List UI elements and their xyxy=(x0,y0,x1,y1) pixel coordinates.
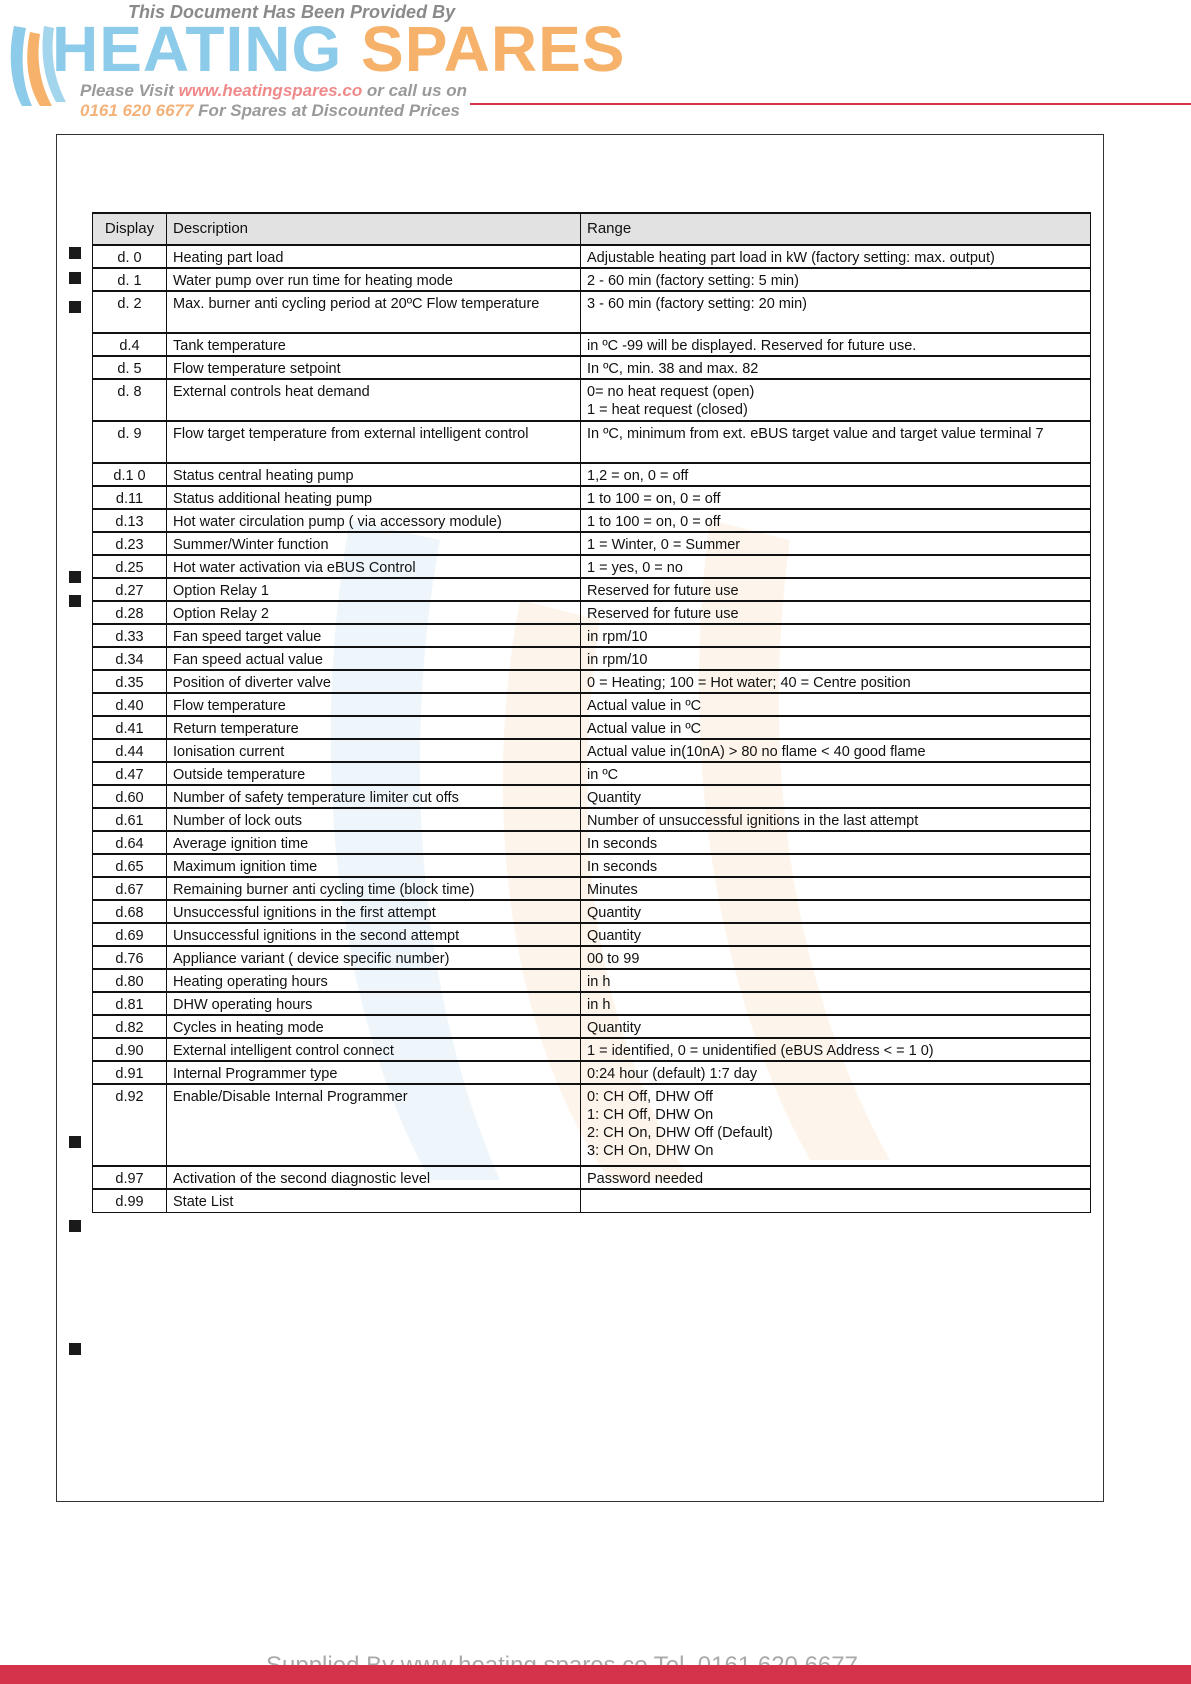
cell-range xyxy=(581,854,1091,877)
cell-range xyxy=(581,808,1091,831)
marker-square xyxy=(69,247,81,259)
cell-range xyxy=(581,555,1091,578)
range-line: Quantity xyxy=(587,905,641,921)
cell-range xyxy=(581,379,1091,421)
table-row xyxy=(93,578,1091,601)
cell-description: Hot water activation via eBUS Control xyxy=(167,555,581,578)
range-line: Reserved for future use xyxy=(587,583,739,599)
cell-range xyxy=(581,877,1091,900)
cell-range xyxy=(581,716,1091,739)
range-line: 0= no heat request (open) xyxy=(587,384,755,400)
table-row xyxy=(93,923,1091,946)
cell-description: Unsuccessful ignitions in the first attempt xyxy=(167,900,581,923)
cell-display-code: d.99 xyxy=(93,1189,167,1212)
cell-display-code: d.35 xyxy=(93,670,167,693)
cell-range xyxy=(581,578,1091,601)
table-row xyxy=(93,946,1091,969)
cell-range xyxy=(581,601,1091,624)
cell-display-code: d.67 xyxy=(93,877,167,900)
cell-description: Flow target temperature from external intelligent control xyxy=(167,421,581,463)
table-row xyxy=(93,992,1091,1015)
table-row xyxy=(93,379,1091,421)
cell-range xyxy=(581,969,1091,992)
range-line: 0 = Heating; 100 = Hot water; 40 = Centre position xyxy=(587,675,911,691)
header-description: Description xyxy=(167,213,581,245)
cell-range xyxy=(581,463,1091,486)
marker-square xyxy=(69,301,81,313)
cell-display-code: d.47 xyxy=(93,762,167,785)
cell-display-code: d.76 xyxy=(93,946,167,969)
table-row xyxy=(93,486,1091,509)
table-row xyxy=(93,1061,1091,1084)
cell-display-code: d.27 xyxy=(93,578,167,601)
cell-display-code: d.25 xyxy=(93,555,167,578)
table-row xyxy=(93,808,1091,831)
cell-description: Heating operating hours xyxy=(167,969,581,992)
table-row xyxy=(93,245,1091,268)
cell-display-code: d.28 xyxy=(93,601,167,624)
table-row xyxy=(93,1038,1091,1061)
marker-square xyxy=(69,1220,81,1232)
table-row xyxy=(93,670,1091,693)
range-line: In ºC, min. 38 and max. 82 xyxy=(587,361,759,377)
table-row xyxy=(93,555,1091,578)
cell-range xyxy=(581,291,1091,333)
marker-square xyxy=(69,272,81,284)
table-body xyxy=(93,245,1091,1212)
cell-description: Unsuccessful ignitions in the second attempt xyxy=(167,923,581,946)
range-line: in ºC xyxy=(587,767,619,783)
cell-range xyxy=(581,1061,1091,1084)
visit-suffix: or call us on xyxy=(362,81,468,100)
range-line: Reserved for future use xyxy=(587,606,739,622)
cell-range xyxy=(581,670,1091,693)
cell-description: Option Relay 1 xyxy=(167,578,581,601)
cell-range xyxy=(581,831,1091,854)
cell-description: Option Relay 2 xyxy=(167,601,581,624)
cell-description: Fan speed target value xyxy=(167,624,581,647)
cell-display-code: d.60 xyxy=(93,785,167,808)
cell-range xyxy=(581,739,1091,762)
cell-display-code: d.40 xyxy=(93,693,167,716)
cell-display-code: d.80 xyxy=(93,969,167,992)
cell-description: Hot water circulation pump ( via accessory module) xyxy=(167,509,581,532)
cell-description: External controls heat demand xyxy=(167,379,581,421)
table-row xyxy=(93,877,1091,900)
cell-display-code: d. 2 xyxy=(93,291,167,333)
brand-word-spares: SPARES xyxy=(361,13,626,85)
table-row xyxy=(93,647,1091,670)
cell-display-code: d.23 xyxy=(93,532,167,555)
cell-description: Position of diverter valve xyxy=(167,670,581,693)
table-row xyxy=(93,291,1091,333)
cell-range xyxy=(581,356,1091,379)
range-line: 1: CH Off, DHW On xyxy=(587,1107,714,1123)
range-line: In seconds xyxy=(587,859,658,875)
cell-range xyxy=(581,486,1091,509)
table-row xyxy=(93,532,1091,555)
header-display: Display xyxy=(93,213,167,245)
table-row xyxy=(93,900,1091,923)
cell-range xyxy=(581,509,1091,532)
cell-description: Flow temperature setpoint xyxy=(167,356,581,379)
cell-description: Heating part load xyxy=(167,245,581,268)
cell-range xyxy=(581,532,1091,555)
cell-display-code: d. 8 xyxy=(93,379,167,421)
cell-description: Internal Programmer type xyxy=(167,1061,581,1084)
range-line: Quantity xyxy=(587,928,641,944)
cell-display-code: d.33 xyxy=(93,624,167,647)
cell-description: Activation of the second diagnostic level xyxy=(167,1166,581,1189)
marker-square xyxy=(69,571,81,583)
table-header-row xyxy=(93,213,1091,245)
range-line: 2: CH On, DHW Off (Default) xyxy=(587,1125,773,1141)
cell-display-code: d.65 xyxy=(93,854,167,877)
range-line: in h xyxy=(587,974,611,990)
table-row xyxy=(93,1166,1091,1189)
cell-description: External intelligent control connect xyxy=(167,1038,581,1061)
visit-url-link[interactable]: www.heatingspares.co xyxy=(178,81,363,100)
cell-description: Number of safety temperature limiter cut offs xyxy=(167,785,581,808)
cell-range xyxy=(581,992,1091,1015)
cell-range xyxy=(581,1084,1091,1166)
table-row xyxy=(93,421,1091,463)
range-line: Password needed xyxy=(587,1171,704,1187)
cell-display-code: d.68 xyxy=(93,900,167,923)
table-row xyxy=(93,739,1091,762)
brand-word-heating: HEATING xyxy=(52,13,343,85)
range-line: 1 to 100 = on, 0 = off xyxy=(587,514,721,530)
cell-range xyxy=(581,624,1091,647)
marker-square xyxy=(69,1136,81,1148)
brand-header xyxy=(0,0,626,120)
phone-suffix: For Spares at Discounted Prices xyxy=(193,101,460,120)
cell-display-code: d.11 xyxy=(93,486,167,509)
range-line: 0: CH Off, DHW Off xyxy=(587,1089,713,1105)
footer-bar xyxy=(0,1665,1191,1684)
cell-range xyxy=(581,762,1091,785)
cell-display-code: d.64 xyxy=(93,831,167,854)
table-row xyxy=(93,1084,1091,1166)
brand-name xyxy=(52,14,625,84)
cell-display-code: d.69 xyxy=(93,923,167,946)
range-line: 3: CH On, DHW On xyxy=(587,1143,714,1159)
header-range: Range xyxy=(581,213,1091,245)
cell-display-code: d.97 xyxy=(93,1166,167,1189)
cell-display-code: d.34 xyxy=(93,647,167,670)
cell-display-code: d. 5 xyxy=(93,356,167,379)
table-row xyxy=(93,785,1091,808)
cell-range xyxy=(581,333,1091,356)
range-line: in rpm/10 xyxy=(587,629,648,645)
range-line: in ºC -99 will be displayed. Reserved for future use. xyxy=(587,338,917,354)
cell-description: Return temperature xyxy=(167,716,581,739)
cell-range xyxy=(581,785,1091,808)
table-row xyxy=(93,716,1091,739)
cell-description: Fan speed actual value xyxy=(167,647,581,670)
cell-display-code: d.90 xyxy=(93,1038,167,1061)
cell-description: Summer/Winter function xyxy=(167,532,581,555)
table-row xyxy=(93,1189,1091,1212)
cell-description: Status additional heating pump xyxy=(167,486,581,509)
cell-description: Flow temperature xyxy=(167,693,581,716)
cell-description: Status central heating pump xyxy=(167,463,581,486)
range-line: Actual value in ºC xyxy=(587,698,702,714)
range-line: Quantity xyxy=(587,790,641,806)
cell-description: Outside temperature xyxy=(167,762,581,785)
cell-display-code: d.82 xyxy=(93,1015,167,1038)
range-line: Quantity xyxy=(587,1020,641,1036)
table-row xyxy=(93,969,1091,992)
cell-range xyxy=(581,1038,1091,1061)
provided-by-text: This Document Has Been Provided By xyxy=(128,2,456,22)
cell-range xyxy=(581,1166,1091,1189)
table-row xyxy=(93,693,1091,716)
cell-description: Enable/Disable Internal Programmer xyxy=(167,1084,581,1166)
cell-range xyxy=(581,900,1091,923)
range-line: 0:24 hour (default) 1:7 day xyxy=(587,1066,758,1082)
cell-description: Appliance variant ( device specific number) xyxy=(167,946,581,969)
cell-range xyxy=(581,946,1091,969)
cell-description: State List xyxy=(167,1189,581,1212)
range-line: in rpm/10 xyxy=(587,652,648,668)
range-line: Actual value in ºC xyxy=(587,721,702,737)
header-divider xyxy=(470,103,1191,105)
cell-description: Tank temperature xyxy=(167,333,581,356)
cell-range xyxy=(581,923,1091,946)
cell-display-code: d.41 xyxy=(93,716,167,739)
visit-prefix: Please Visit xyxy=(80,81,179,100)
table-row xyxy=(93,1015,1091,1038)
table-row xyxy=(93,509,1091,532)
cell-display-code: d.91 xyxy=(93,1061,167,1084)
table-row xyxy=(93,333,1091,356)
range-line: Actual value in(10nA) > 80 no flame < 40 good flame xyxy=(587,744,926,760)
cell-display-code: d.61 xyxy=(93,808,167,831)
cell-display-code: d.4 xyxy=(93,333,167,356)
range-line: Minutes xyxy=(587,882,638,898)
range-line: Number of unsuccessful ignitions in the last attempt xyxy=(587,813,919,829)
range-line: In ºC, minimum from ext. eBUS target value and target value terminal 7 xyxy=(587,426,1044,442)
cell-description: DHW operating hours xyxy=(167,992,581,1015)
cell-description: Number of lock outs xyxy=(167,808,581,831)
range-line: Adjustable heating part load in kW (factory setting: max. output) xyxy=(587,250,995,266)
cell-range xyxy=(581,421,1091,463)
visit-line xyxy=(80,81,467,101)
table-row xyxy=(93,624,1091,647)
phone-line xyxy=(80,101,460,121)
range-line: 1 = Winter, 0 = Summer xyxy=(587,537,741,553)
cell-description: Average ignition time xyxy=(167,831,581,854)
table-row xyxy=(93,601,1091,624)
range-line: 00 to 99 xyxy=(587,951,640,967)
table-row xyxy=(93,762,1091,785)
cell-description: Remaining burner anti cycling time (block time) xyxy=(167,877,581,900)
range-line: 1 = heat request (closed) xyxy=(587,402,748,418)
cell-display-code: d.92 xyxy=(93,1084,167,1166)
cell-description: Cycles in heating mode xyxy=(167,1015,581,1038)
cell-description: Max. burner anti cycling period at 20ºC Flow temperature xyxy=(167,291,581,333)
cell-range xyxy=(581,1189,1091,1212)
table-row xyxy=(93,356,1091,379)
cell-display-code: d.44 xyxy=(93,739,167,762)
cell-range xyxy=(581,245,1091,268)
range-line: 2 - 60 min (factory setting: 5 min) xyxy=(587,273,799,289)
range-line: 1,2 = on, 0 = off xyxy=(587,468,689,484)
marker-square xyxy=(69,595,81,607)
cell-description: Maximum ignition time xyxy=(167,854,581,877)
table-row xyxy=(93,463,1091,486)
cell-range xyxy=(581,647,1091,670)
cell-display-code: d.13 xyxy=(93,509,167,532)
cell-display-code: d. 1 xyxy=(93,268,167,291)
table-row xyxy=(93,854,1091,877)
cell-description: Ionisation current xyxy=(167,739,581,762)
cell-range xyxy=(581,268,1091,291)
range-line: in h xyxy=(587,997,611,1013)
range-line: In seconds xyxy=(587,836,658,852)
cell-range xyxy=(581,1015,1091,1038)
range-line: 1 to 100 = on, 0 = off xyxy=(587,491,721,507)
cell-display-code: d. 0 xyxy=(93,245,167,268)
cell-description: Water pump over run time for heating mode xyxy=(167,268,581,291)
range-line: 1 = yes, 0 = no xyxy=(587,560,683,576)
marker-square xyxy=(69,1343,81,1355)
cell-display-code: d. 9 xyxy=(93,421,167,463)
phone-number: 0161 620 6677 xyxy=(80,101,194,120)
cell-display-code: d.1 0 xyxy=(93,463,167,486)
cell-range xyxy=(581,693,1091,716)
diagnostic-codes-table xyxy=(92,212,1091,1213)
table-row xyxy=(93,268,1091,291)
range-line: 3 - 60 min (factory setting: 20 min) xyxy=(587,296,807,312)
cell-display-code: d.81 xyxy=(93,992,167,1015)
table-row xyxy=(93,831,1091,854)
range-line: 1 = identified, 0 = unidentified (eBUS Address < = 1 0) xyxy=(587,1043,934,1059)
